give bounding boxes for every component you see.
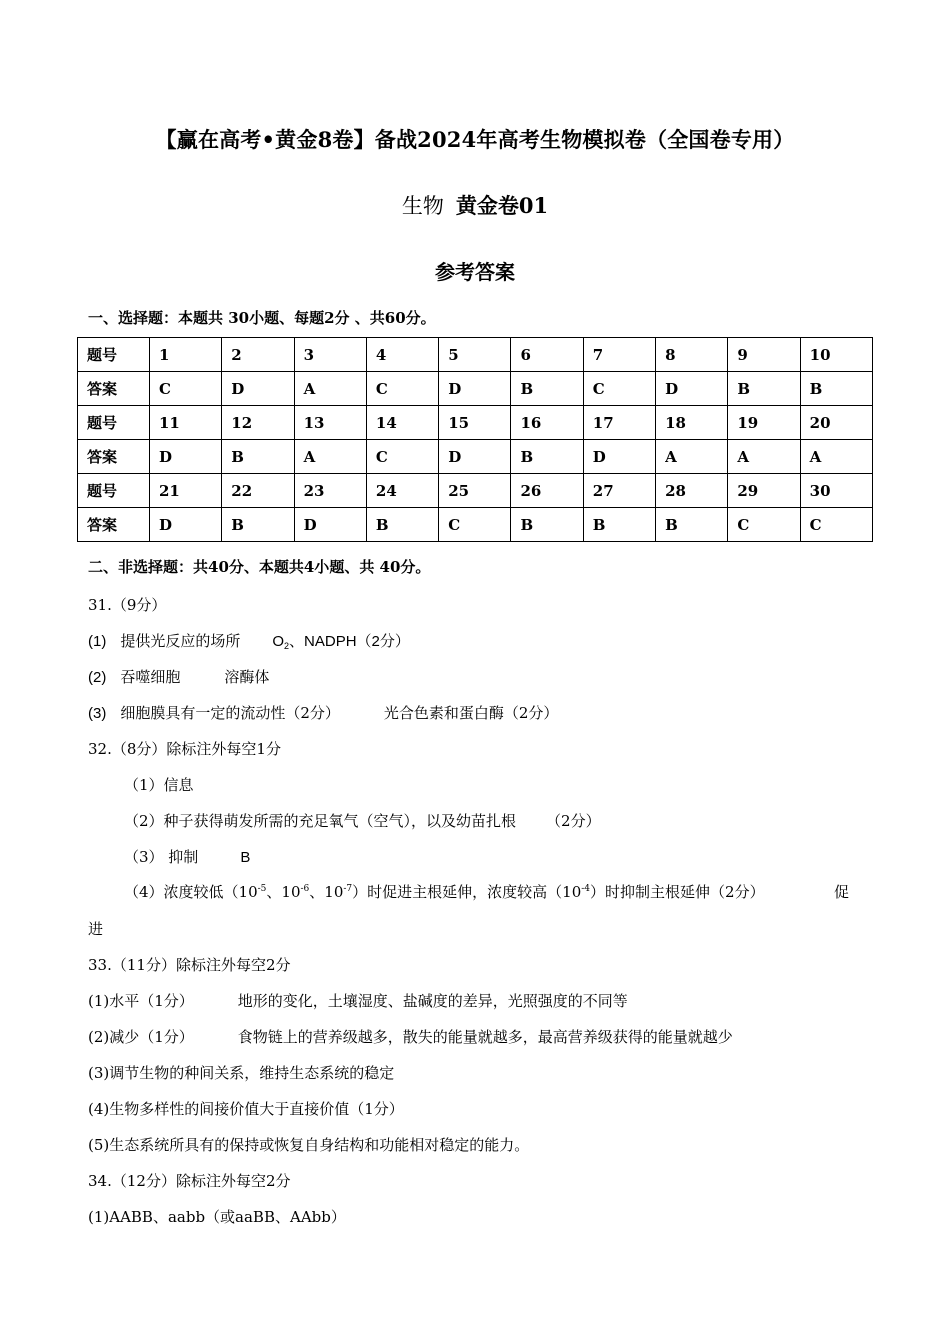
question-number-cell: 7	[583, 338, 655, 372]
answer-cell: B	[583, 508, 655, 542]
answer-cell: B	[800, 372, 872, 406]
table-answer-row	[78, 508, 873, 542]
q32-answer-4-wrap: 进	[88, 920, 104, 938]
q33-answer-1: (1)水平（1分） 地形的变化，土壤湿度、盐碱度的差异，光照强度的不同等	[88, 992, 628, 1010]
table-answer-row	[78, 372, 873, 406]
question-number-cell: 4	[366, 338, 438, 372]
q32-answer-3: （3） 抑制 B	[124, 848, 251, 866]
question-number-cell: 21	[150, 474, 222, 508]
table-number-row	[78, 474, 873, 508]
subject-label: 生物	[401, 194, 444, 218]
question-number-cell: 1	[150, 338, 222, 372]
answer-cell: A	[294, 440, 366, 474]
section2-title: 二、非选择题：共40分、本题共4小题、共 40分。	[88, 558, 431, 576]
q34-answer-1: (1)AABB、aabb（或aaBB、AAbb）	[88, 1208, 346, 1226]
answer-cell: B	[511, 372, 583, 406]
question-number-cell: 23	[294, 474, 366, 508]
question-number-cell: 9	[728, 338, 800, 372]
question-number-cell: 13	[294, 406, 366, 440]
answer-cell: C	[800, 508, 872, 542]
question-number-cell: 28	[656, 474, 728, 508]
question-number-cell: 16	[511, 406, 583, 440]
question-number-cell: 2	[222, 338, 294, 372]
answer-cell: B	[728, 372, 800, 406]
q31-answer-1: (1) 提供光反应的场所 $O_2$、NADPH（2分）	[88, 632, 410, 651]
q32-answer-4: （4）浓度较低（$10^{-5}$、$10^{-6}$、$10^{-7}$）时促进主根延伸，浓度较高$(10^{-4})$时抑制主根延伸（2分）	[124, 883, 765, 901]
q31-header: 31.（9分）	[88, 596, 167, 614]
question-number-cell: 14	[366, 406, 438, 440]
q33-header: 33.（11分）除标注外每空2分	[88, 956, 291, 974]
answer-cell: B	[222, 508, 294, 542]
question-number-cell: 11	[150, 406, 222, 440]
question-number-cell: 17	[583, 406, 655, 440]
table-row-label: 答案	[78, 508, 150, 542]
question-number-cell: 15	[439, 406, 511, 440]
q32-answer-2: （2）种子获得萌发所需的充足氧气（空气），以及幼苗扎根 （2分）	[124, 812, 601, 830]
answer-cell: D	[656, 372, 728, 406]
section1-title: 一、选择题：本题共 30小题、每题2分 、共60分。	[88, 309, 436, 327]
answer-heading: 参考答案	[435, 260, 515, 284]
question-number-cell: 30	[800, 474, 872, 508]
q33-answer-5: (5)生态系统所具有的保持或恢复自身结构和功能相对稳定的能力。	[88, 1136, 530, 1154]
answer-cell: A	[656, 440, 728, 474]
q33-answer-2: (2)减少（1分） 食物链上的营养级越多，散失的能量就越多，最高营养级获得的能量就越少	[88, 1028, 733, 1046]
question-number-cell: 29	[728, 474, 800, 508]
question-number-cell: 27	[583, 474, 655, 508]
table-number-row	[78, 406, 873, 440]
table-row-label: 答案	[78, 440, 150, 474]
question-number-cell: 20	[800, 406, 872, 440]
paper-label: 黄金卷01	[455, 193, 549, 218]
answer-cell: C	[583, 372, 655, 406]
question-number-cell: 26	[511, 474, 583, 508]
q31-answer-3: (3) 细胞膜具有一定的流动性（2分） 光合色素和蛋白酶（2分）	[88, 704, 559, 722]
answer-cell: B	[511, 508, 583, 542]
answer-cell: D	[294, 508, 366, 542]
table-number-row	[78, 338, 873, 372]
answer-cell: D	[439, 440, 511, 474]
answer-cell: C	[366, 372, 438, 406]
table-answer-row	[78, 440, 873, 474]
answer-cell: B	[222, 440, 294, 474]
q33-answer-3: (3)调节生物的种间关系，维持生态系统的稳定	[88, 1064, 395, 1082]
table-row-label: 答案	[78, 372, 150, 406]
question-number-cell: 18	[656, 406, 728, 440]
question-number-cell: 22	[222, 474, 294, 508]
answer-cell: C	[439, 508, 511, 542]
question-number-cell: 12	[222, 406, 294, 440]
q32-header: 32.（8分）除标注外每空1分	[88, 740, 281, 758]
q32-answer-1: （1）信息	[124, 776, 194, 794]
table-row-label: 题号	[78, 474, 150, 508]
answer-cell: D	[150, 440, 222, 474]
question-number-cell: 3	[294, 338, 366, 372]
answer-cell: D	[222, 372, 294, 406]
question-number-cell: 5	[439, 338, 511, 372]
answer-cell: B	[656, 508, 728, 542]
question-number-cell: 19	[728, 406, 800, 440]
question-number-cell: 25	[439, 474, 511, 508]
answer-cell: C	[366, 440, 438, 474]
answer-table	[77, 337, 873, 542]
answer-cell: C	[150, 372, 222, 406]
answer-cell: C	[728, 508, 800, 542]
answer-cell: A	[800, 440, 872, 474]
question-number-cell: 10	[800, 338, 872, 372]
question-number-cell: 24	[366, 474, 438, 508]
q32-answer-4-tail: 促	[834, 883, 850, 901]
answer-cell: A	[294, 372, 366, 406]
question-number-cell: 8	[656, 338, 728, 372]
question-number-cell: 6	[511, 338, 583, 372]
q31-answer-2: (2) 吞噬细胞 溶酶体	[88, 668, 270, 686]
answer-cell: B	[511, 440, 583, 474]
document-title: 【赢在高考•黄金8卷】备战2024年高考生物模拟卷（全国卷专用）	[155, 127, 795, 152]
q33-answer-4: (4)生物多样性的间接价值大于直接价值（1分）	[88, 1100, 404, 1118]
answer-cell: D	[583, 440, 655, 474]
answer-cell: D	[150, 508, 222, 542]
q34-header: 34.（12分）除标注外每空2分	[88, 1172, 291, 1190]
document-subtitle	[0, 190, 950, 220]
table-row-label: 题号	[78, 338, 150, 372]
table-row-label: 题号	[78, 406, 150, 440]
answer-cell: B	[366, 508, 438, 542]
answer-cell: A	[728, 440, 800, 474]
answer-cell: D	[439, 372, 511, 406]
